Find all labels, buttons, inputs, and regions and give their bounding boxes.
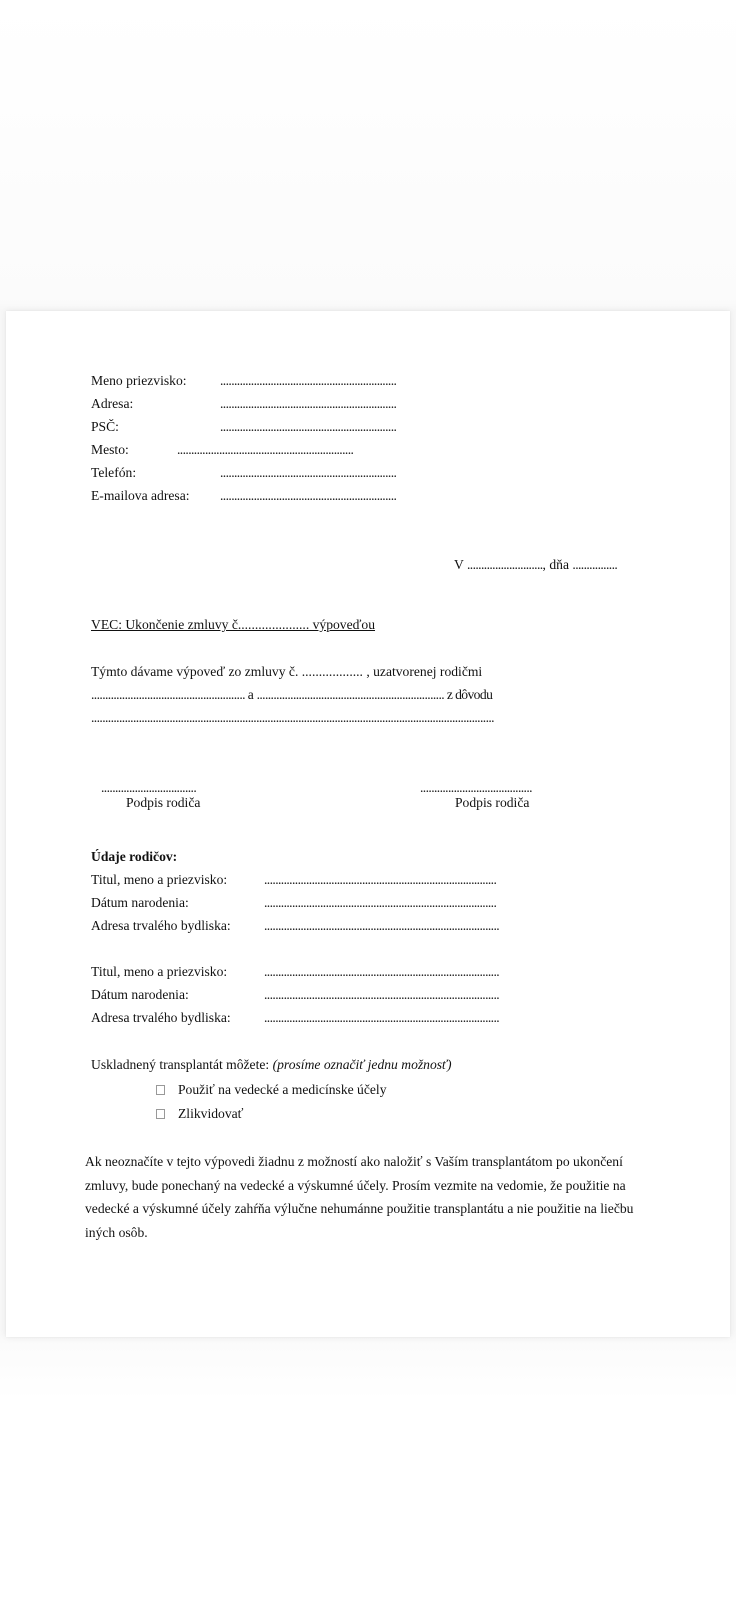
option-research-label: Použiť na vedecké a medicínske účely <box>178 1082 387 1097</box>
sender-email-field[interactable]: ............................................................... <box>220 488 397 503</box>
sender-name-label: Meno priezvisko: <box>91 373 187 388</box>
place-date-line <box>454 557 617 573</box>
parent1-address-label: Adresa trvalého bydliska: <box>91 918 231 933</box>
date-label: , dňa <box>542 557 569 572</box>
body-line-2 <box>91 687 492 703</box>
sender-address-label: Adresa: <box>91 396 134 411</box>
parent1-name-label: Titul, meno a priezvisko: <box>91 872 228 887</box>
parent1-name-input[interactable]: ................................................................................... <box>264 872 497 887</box>
sender-zip-field[interactable]: ............................................................... <box>220 419 397 434</box>
parent2-reason-field[interactable]: ................................................................... z dôvodu <box>256 687 493 702</box>
signature-label-1: Podpis rodiča <box>126 795 201 810</box>
parent2-name-label: Titul, meno a priezvisko: <box>91 964 228 979</box>
signature-line-2[interactable]: ........................................ <box>420 780 532 795</box>
parent2-birth-label: Dátum narodenia: <box>91 987 189 1002</box>
signature-line-1[interactable]: .................................. <box>101 780 197 795</box>
sender-name-field[interactable]: ............................................................... <box>220 373 397 388</box>
sender-email-label: E-mailova adresa: <box>91 488 190 503</box>
sender-city-label: Mesto: <box>91 442 129 457</box>
signature-label-2: Podpis rodiča <box>455 795 530 810</box>
body-line-1: Týmto dávame výpoveď zo zmluvy č. .................. , uzatvorenej rodičmi <box>91 664 483 679</box>
sender-city-field[interactable]: ............................................................... <box>177 442 354 457</box>
parents-heading: Údaje rodičov: <box>91 849 178 864</box>
parent1-name-field[interactable]: ....................................................... a <box>91 687 254 702</box>
parent2-address-field[interactable]: .................................................................................... <box>264 1010 500 1025</box>
transplant-question <box>91 1057 452 1073</box>
place-field[interactable]: ........................... <box>466 557 543 572</box>
notice-paragraph: Ak neoznačíte v tejto výpovedi žiadnu z možností ako naložiť s Vaším transplantátom po ukončení zmluvy, bude ponechaný na vedecké a výskumné účely. Prosím vezmite na vedomie, že použitie na vedecké a výskumné účely zahŕňa výlučne nehumánne použitie transplantátu a nie použitie na liečbu iných osôb. <box>85 1154 634 1240</box>
date-field[interactable]: ................ <box>572 557 618 572</box>
parent1-birth-field[interactable]: ................................................................................... <box>264 895 497 910</box>
subject-line: VEC: Ukončenie zmluvy č..................... výpoveďou <box>91 617 376 632</box>
place-prefix: V <box>454 557 464 572</box>
sender-zip-label: PSČ: <box>91 419 119 434</box>
sender-phone-field[interactable]: ............................................................... <box>220 465 397 480</box>
parent1-birth-label: Dátum narodenia: <box>91 895 189 910</box>
sender-address-field[interactable]: ............................................................... <box>220 396 397 411</box>
parent2-name-field[interactable]: .................................................................................... <box>264 964 500 979</box>
reason-field[interactable]: ................................................................................................................................................ <box>91 710 494 725</box>
parent2-address-label: Adresa trvalého bydliska: <box>91 1010 231 1025</box>
transplant-question-text: Uskladnený transplantát môžete: <box>91 1057 270 1072</box>
option-research-checkbox[interactable] <box>156 1085 165 1095</box>
parent1-address-field[interactable]: .................................................................................... <box>264 918 500 933</box>
option-dispose-checkbox[interactable] <box>156 1109 165 1119</box>
option-dispose-label: Zlikvidovať <box>178 1106 244 1121</box>
sender-phone-label: Telefón: <box>91 465 137 480</box>
parent2-birth-field[interactable]: .................................................................................... <box>264 987 500 1002</box>
transplant-hint: (prosíme označiť jednu možnosť) <box>272 1057 452 1072</box>
